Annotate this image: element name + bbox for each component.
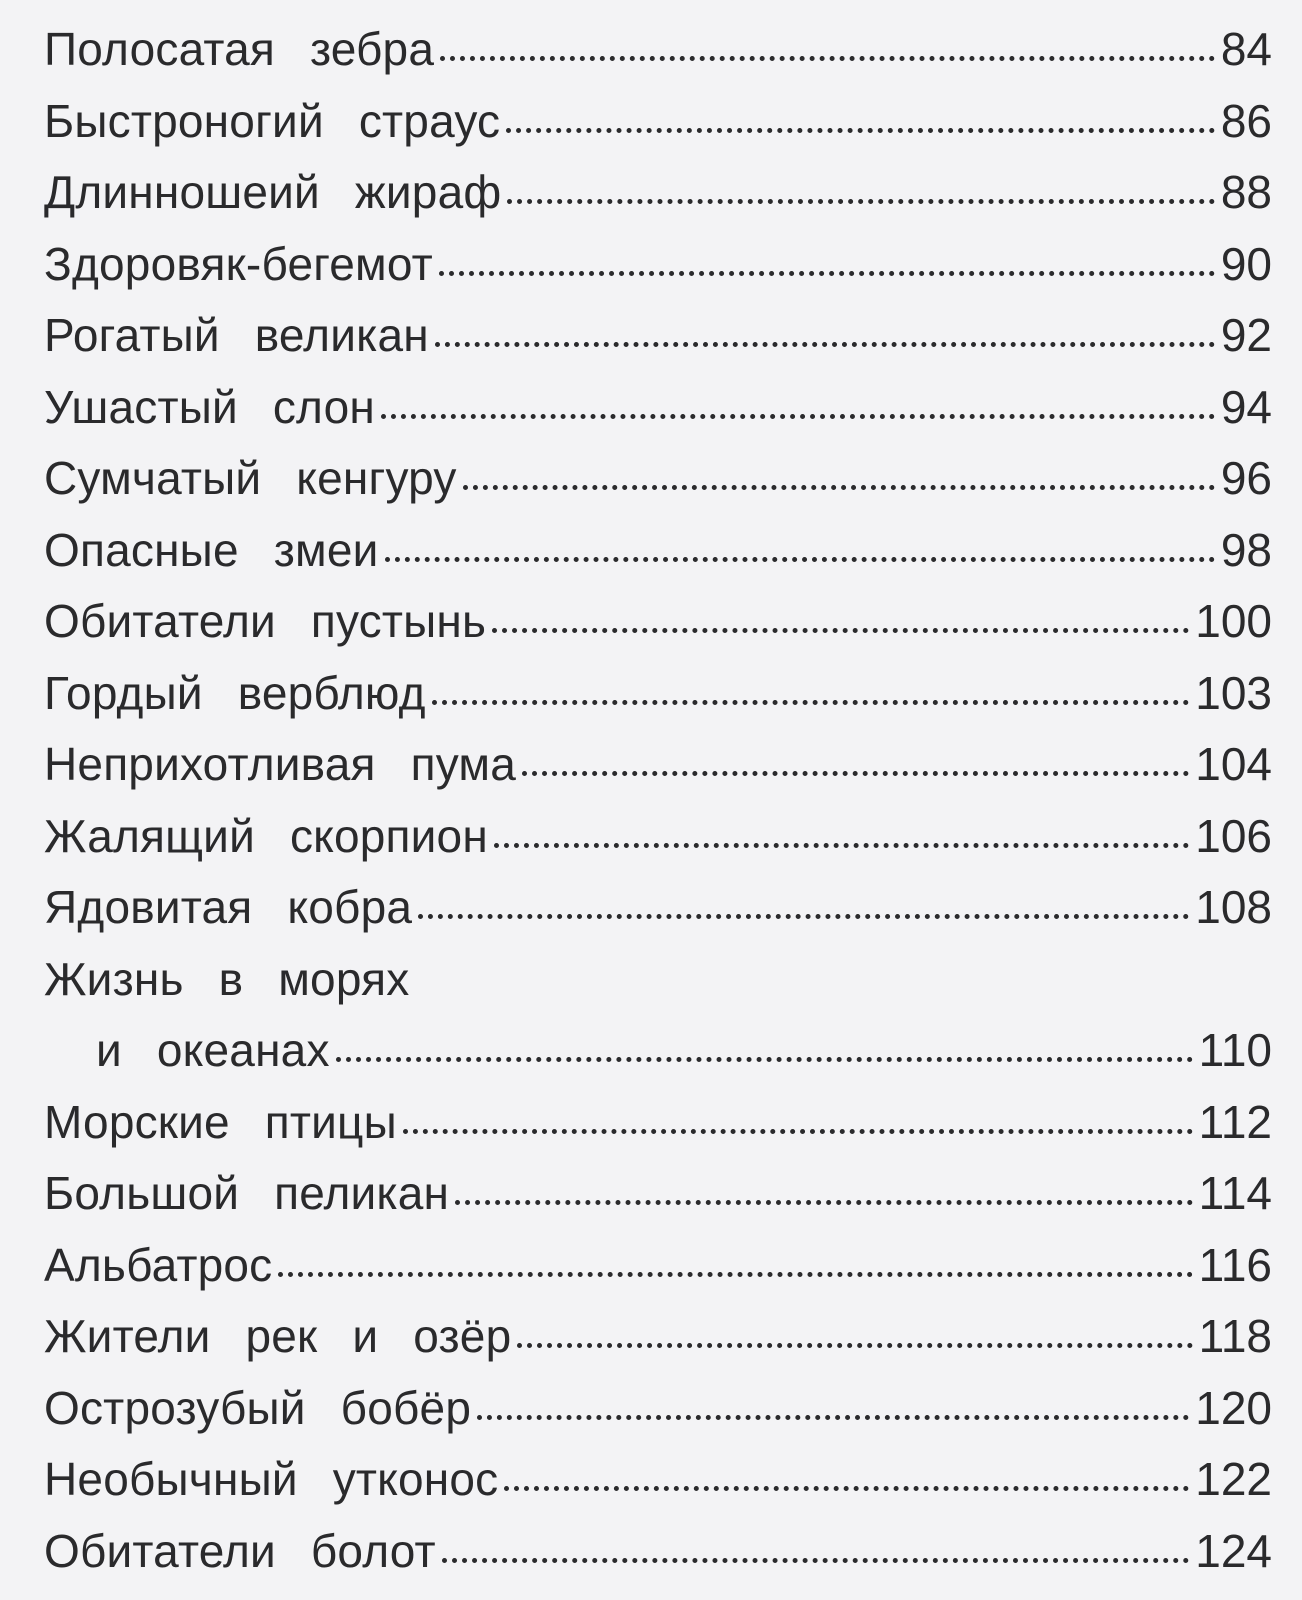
toc-leader-dots — [442, 1558, 1189, 1563]
toc-entry-page: 84 — [1220, 23, 1272, 75]
toc-entry-page: 106 — [1195, 809, 1272, 862]
toc-entry-title: Ушастый слон — [44, 380, 375, 433]
toc-entry-6 — [44, 443, 1272, 515]
toc-entry-title: Опасные змеи — [44, 523, 379, 576]
toc-entry-title: Здоровяк-бегемот — [44, 237, 433, 290]
toc-entry-page: 88 — [1220, 166, 1272, 218]
toc-entry-title: Обитатели пустынь — [44, 595, 487, 647]
toc-entry-page: 103 — [1195, 666, 1272, 719]
toc-entry-3 — [44, 229, 1272, 301]
toc-leader-dots — [336, 1057, 1193, 1062]
toc-entry-0 — [44, 14, 1272, 86]
toc-entry-page: 94 — [1220, 380, 1272, 433]
toc-entry-page: 108 — [1195, 881, 1272, 933]
toc-entry-13 — [44, 944, 1272, 1016]
toc-entry-title: Обитатели болот — [44, 1524, 436, 1577]
toc-entry-title: Жители рек и озёр — [44, 1310, 512, 1362]
toc-entry-page: 116 — [1198, 1238, 1272, 1291]
toc-leader-dots — [517, 1343, 1192, 1348]
toc-entry-16 — [44, 1158, 1272, 1230]
toc-entry-page: 90 — [1220, 237, 1272, 290]
toc-leader-dots — [439, 271, 1215, 276]
toc-entry-1 — [44, 86, 1272, 158]
toc-entry-title: Быстроногий страус — [44, 94, 501, 147]
toc-entry-title: Жалящий скорпион — [44, 809, 488, 862]
toc-entry-7 — [44, 515, 1272, 587]
toc-leader-dots — [477, 1415, 1189, 1420]
toc-entry-title-continued: и океанах — [96, 1024, 330, 1076]
table-of-contents — [44, 14, 1272, 1587]
toc-entry-11 — [44, 801, 1272, 873]
toc-entry-page: 124 — [1195, 1524, 1272, 1577]
toc-leader-dots — [492, 628, 1189, 633]
toc-entry-5 — [44, 372, 1272, 444]
toc-entry-18 — [44, 1301, 1272, 1373]
toc-entry-page: 98 — [1220, 523, 1272, 576]
toc-entry-title: Длинношеий жираф — [44, 166, 502, 218]
toc-entry-page: 118 — [1198, 1310, 1272, 1362]
toc-entry-15 — [44, 1087, 1272, 1159]
toc-entry-2 — [44, 157, 1272, 229]
toc-entry-20 — [44, 1444, 1272, 1516]
toc-leader-dots — [385, 557, 1215, 562]
toc-entry-page: 110 — [1198, 1024, 1272, 1076]
toc-entry-title: Морские птицы — [44, 1095, 397, 1148]
toc-leader-dots — [278, 1272, 1192, 1277]
toc-entry-page: 86 — [1220, 94, 1272, 147]
toc-entry-8 — [44, 586, 1272, 658]
toc-leader-dots — [463, 485, 1215, 490]
toc-entry-title: Необычный утконос — [44, 1453, 499, 1505]
toc-leader-dots — [403, 1129, 1193, 1134]
toc-entry-title: Неприхотливая пума — [44, 738, 517, 790]
toc-entry-10 — [44, 729, 1272, 801]
toc-entry-21 — [44, 1516, 1272, 1588]
toc-leader-dots — [381, 414, 1215, 419]
toc-entry-title: Сумчатый кенгуру — [44, 452, 457, 504]
toc-leader-dots — [506, 128, 1215, 133]
toc-leader-dots — [522, 771, 1189, 776]
toc-leader-dots — [435, 342, 1215, 347]
toc-entry-4 — [44, 300, 1272, 372]
toc-entry-title: Альбатрос — [44, 1238, 273, 1291]
toc-entry-12 — [44, 872, 1272, 944]
toc-entry-page: 100 — [1195, 595, 1272, 647]
toc-entry-17 — [44, 1230, 1272, 1302]
toc-entry-title: Большой пеликан — [44, 1167, 450, 1219]
toc-entry-page: 112 — [1198, 1095, 1272, 1148]
toc-entry-page: 104 — [1195, 738, 1272, 790]
toc-entry-9 — [44, 658, 1272, 730]
toc-entry-title: Гордый верблюд — [44, 666, 426, 719]
toc-leader-dots — [432, 700, 1190, 705]
toc-entry-14 — [44, 1015, 1272, 1087]
toc-leader-dots — [418, 914, 1189, 919]
toc-entry-title: Жизнь в морях — [44, 952, 410, 1005]
toc-entry-page: 96 — [1220, 452, 1272, 504]
toc-entry-title: Полосатая зебра — [44, 23, 435, 75]
toc-entry-title: Рогатый великан — [44, 309, 429, 361]
toc-entry-page: 114 — [1198, 1167, 1272, 1219]
toc-entry-page: 122 — [1195, 1453, 1272, 1505]
toc-leader-dots — [455, 1200, 1193, 1205]
toc-leader-dots — [494, 843, 1189, 848]
toc-leader-dots — [440, 56, 1215, 61]
toc-entry-title: Ядовитая кобра — [44, 881, 413, 933]
toc-entry-title: Острозубый бобёр — [44, 1381, 472, 1434]
toc-leader-dots — [504, 1486, 1189, 1491]
toc-entry-page: 92 — [1220, 309, 1272, 361]
toc-entry-19 — [44, 1373, 1272, 1445]
toc-leader-dots — [507, 199, 1214, 204]
toc-entry-page: 120 — [1195, 1381, 1272, 1434]
